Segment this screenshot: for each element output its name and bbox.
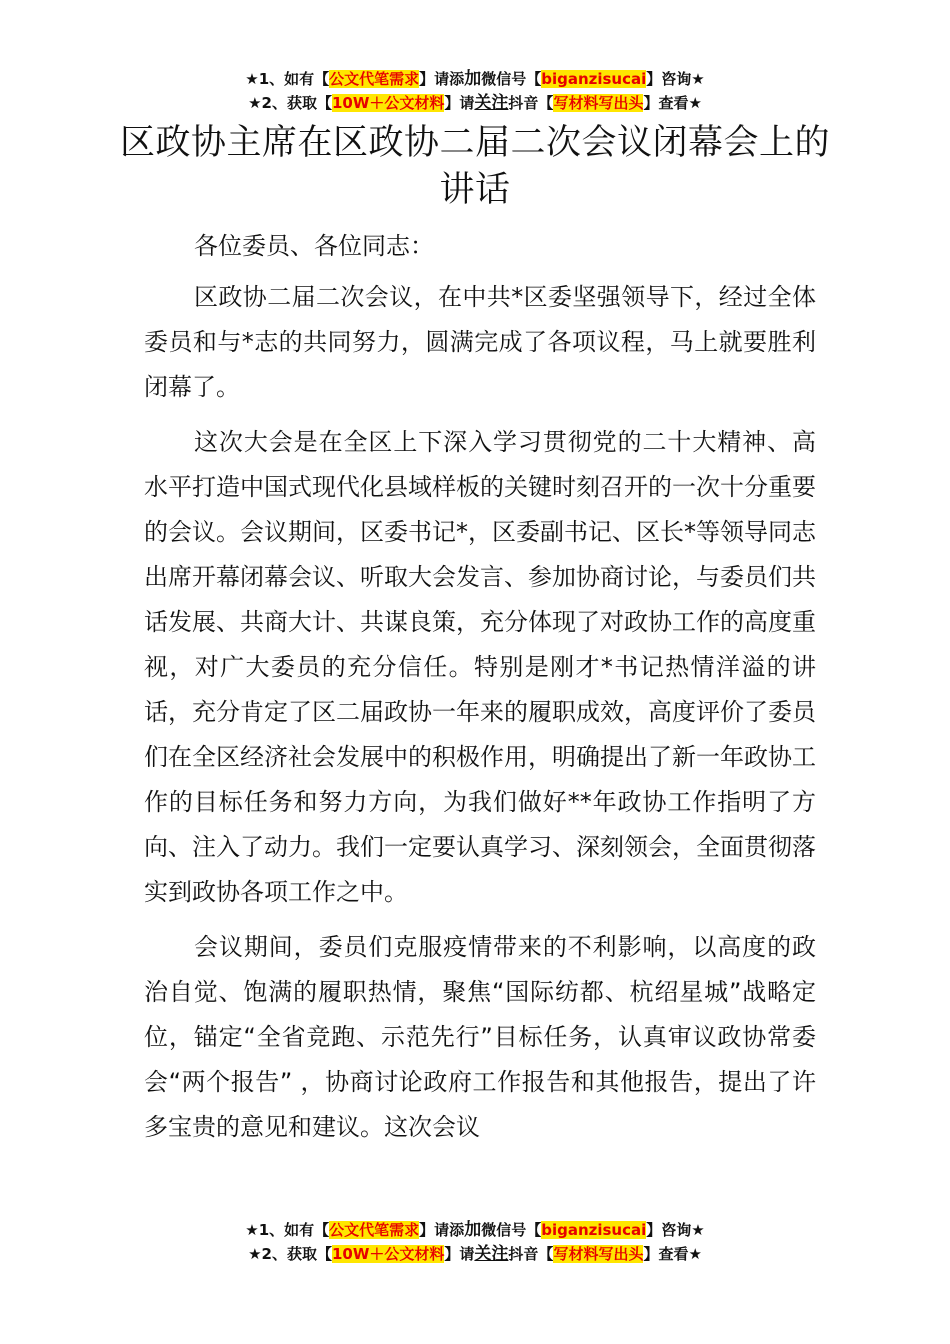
banner-text: 】请: [444, 94, 475, 112]
banner-text: 】咨询★: [646, 1221, 705, 1239]
banner-highlight: 10W＋公文材料: [331, 94, 445, 112]
paragraph: 这次大会是在全区上下深入学习贯彻党的二十大精神、高水平打造中国式现代化县域样板的关键时刻召开的一次十分重要的会议。会议期间，区委书记*，区委副书记、区长*等领导同志出席开幕闭幕会议、听取大会发言、参加协商讨论，与委员们共话发展、共商大计、共谋良策，充分体现了对政协工作的高度重视，对广大委员的充分信任。特别是刚才*书记热情洋溢的讲话，充分肯定了区二届政协一年来的履职成效，高度评价了委员们在全区经济社会发展中的积极作用，明确提出了新一年政协工作的目标任务和努力方向，为我们做好**年政协工作指明了方向、注入了动力。我们一定要认真学习、深刻领会，全面贯彻落实到政协各项工作之中。: [144, 428, 816, 906]
banner-text: ★1、如有【: [245, 70, 330, 88]
banner-douyin-id: 写材料写出头: [553, 94, 644, 112]
banner-highlight: 公文代笔需求: [329, 1221, 420, 1239]
banner-highlight: 10W＋公文材料: [331, 1245, 445, 1263]
banner-text: 】请添: [419, 1221, 465, 1239]
banner-douyin-id: 写材料写出头: [553, 1245, 644, 1263]
banner-text: ★2、获取【: [248, 1245, 332, 1263]
banner-text: 抖音【: [508, 94, 554, 112]
banner-text: 】咨询★: [646, 70, 705, 88]
document-title: 区政协主席在区政协二届二次会议闭幕会上的讲话: [120, 123, 831, 210]
banner-text: 抖音【: [508, 1245, 554, 1263]
banner-text: ★2、获取【: [248, 94, 332, 112]
banner-line-2: [0, 91, 950, 115]
paragraph: 区政协二届二次会议，在中共*区委坚强领导下，经过全体委员和与*志的共同努力，圆满完成了各项议程，马上就要胜利闭幕了。: [144, 283, 816, 401]
footer-banner: [0, 1218, 950, 1266]
banner-emphasis: 关注: [474, 93, 509, 113]
banner-text: 微信号【: [481, 70, 542, 88]
banner-text: 】查看★: [643, 94, 702, 112]
banner-text: 】请添: [419, 70, 465, 88]
banner-wechat-id: biganzisucai: [541, 1221, 647, 1239]
banner-line-1: [0, 1218, 950, 1242]
banner-wechat-id: biganzisucai: [541, 70, 647, 88]
banner-line-1: [0, 67, 950, 91]
salutation: 各位委员、各位同志：: [194, 232, 434, 260]
banner-text: 】请: [444, 1245, 475, 1263]
banner-emphasis: 加: [464, 1220, 482, 1240]
banner-emphasis: 加: [464, 69, 482, 89]
banner-line-2: [0, 1242, 950, 1266]
banner-text: 】查看★: [643, 1245, 702, 1263]
banner-text: 微信号【: [481, 1221, 542, 1239]
document-body: [144, 224, 816, 1160]
banner-text: ★1、如有【: [245, 1221, 330, 1239]
banner-highlight: 公文代笔需求: [329, 70, 420, 88]
paragraph: 会议期间，委员们克服疫情带来的不利影响，以高度的政治自觉、饱满的履职热情，聚焦“国际纺都、杭绍星城”战略定位，锚定“全省竞跑、示范先行”目标任务，认真审议政协常委会“两个报告” ，协商讨论政府工作报告和其他报告，提出了许多宝贵的意见和建议。这次会议: [144, 933, 816, 1141]
banner-emphasis: 关注: [474, 1244, 509, 1264]
header-banner: [0, 67, 950, 115]
